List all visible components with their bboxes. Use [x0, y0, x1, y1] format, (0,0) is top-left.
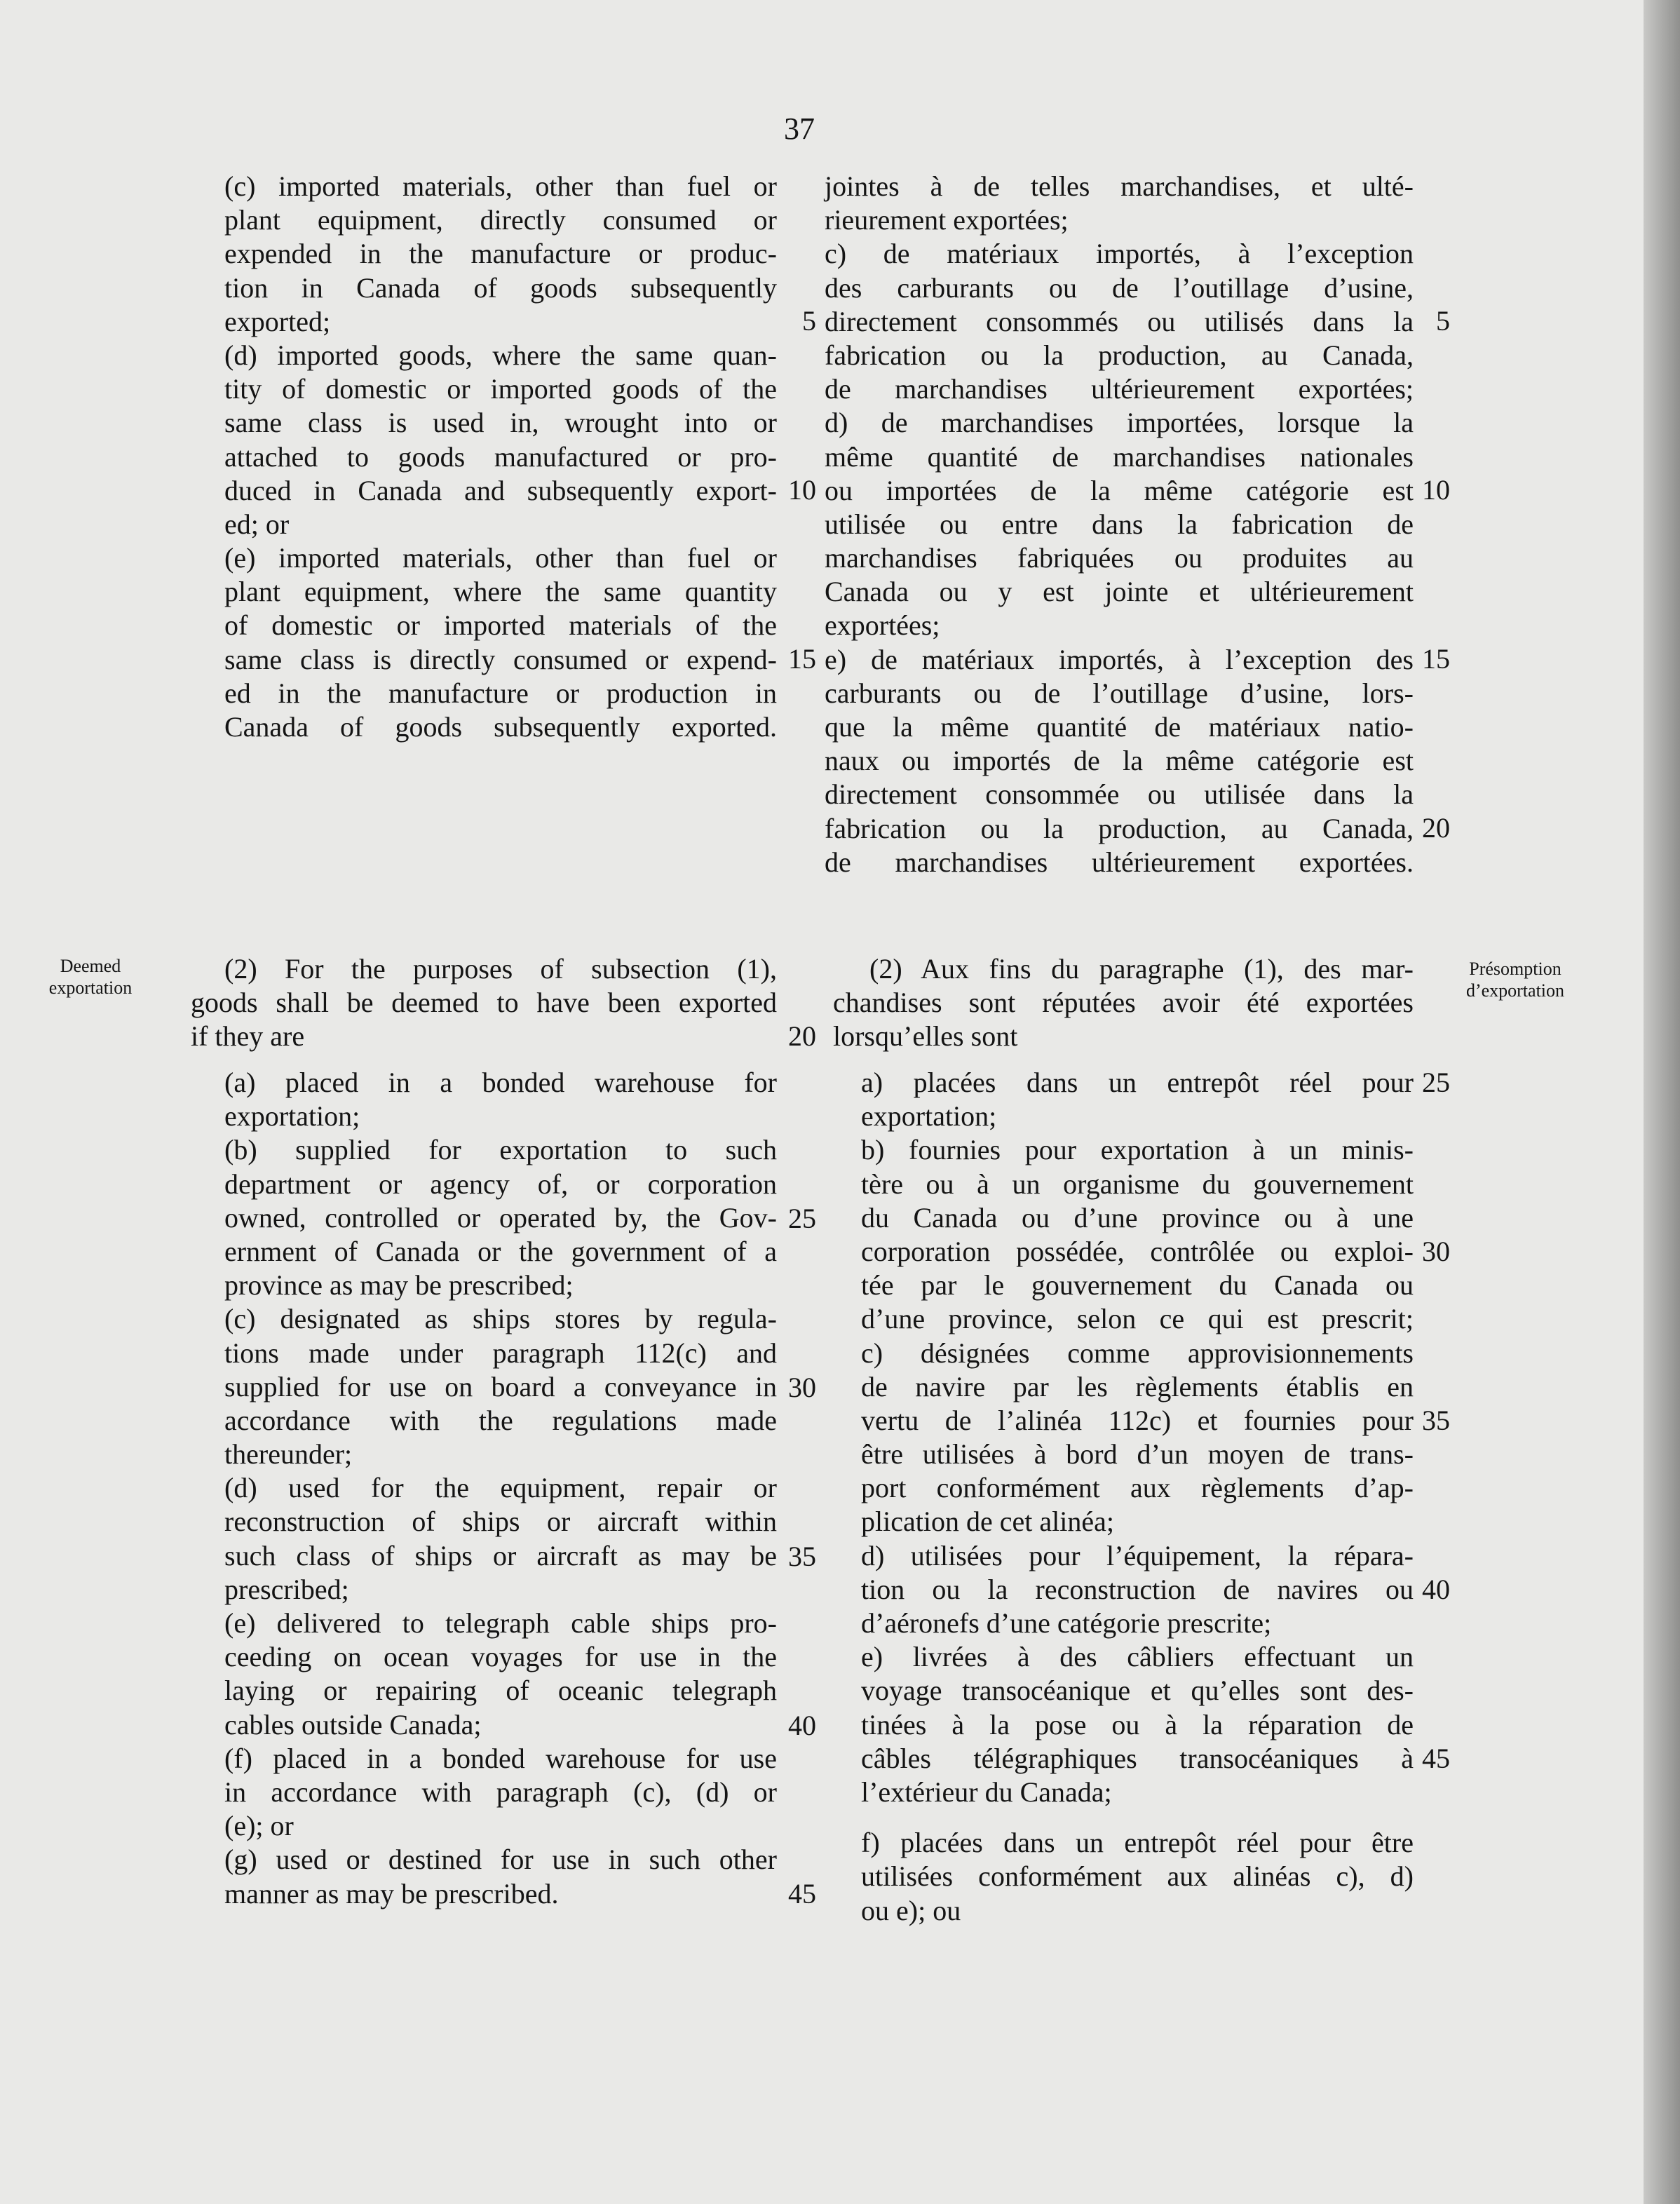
- text-line: voyage transocéanique et qu’elles sont des-: [861, 1675, 1414, 1707]
- text-line: corporation possédée, contrôlée ou exploi-: [861, 1235, 1414, 1267]
- text-line: du Canada ou d’une province ou à une: [861, 1201, 1414, 1233]
- text-line: same class is used in, wrought into or: [224, 407, 777, 439]
- text-line: de marchandises ultérieurement exportées;: [825, 373, 1414, 405]
- text-line: carburants ou de l’outillage d’usine, lors-: [825, 677, 1414, 709]
- text-line: manner as may be prescribed.: [224, 1877, 559, 1909]
- line-number: 30: [788, 1372, 816, 1403]
- line-number: 15: [788, 643, 816, 675]
- text-line: province as may be prescribed;: [224, 1269, 574, 1302]
- margin-note-line: exportation: [48, 978, 133, 998]
- text-line: e) de matériaux importés, à l’exception des: [825, 643, 1414, 675]
- text-line: f) placées dans un entrepôt réel pour être: [861, 1827, 1414, 1859]
- text-line: b) fournies pour exportation à un minis-: [861, 1134, 1414, 1166]
- text-line: vertu de l’alinéa 112c) et fournies pour: [861, 1404, 1414, 1436]
- text-line: (2) Aux fins du paragraphe (1), des mar-: [869, 953, 1414, 985]
- text-line: (f) placed in a bonded warehouse for use: [224, 1742, 777, 1774]
- text-line: (e); or: [224, 1810, 294, 1842]
- margin-note-french: [1449, 958, 1582, 1001]
- line-number: 20: [788, 1020, 816, 1052]
- text-line: reconstruction of ships or aircraft within: [224, 1506, 777, 1538]
- text-line: directement consommés ou utilisés dans la: [825, 305, 1414, 337]
- text-line: tion in Canada of goods subsequently: [224, 271, 777, 304]
- text-line: expended in the manufacture or produc-: [224, 238, 777, 270]
- text-line: (d) used for the equipment, repair or: [224, 1472, 777, 1504]
- text-line: que la même quantité de matériaux natio-: [825, 711, 1414, 743]
- text-line: laying or repairing of oceanic telegraph: [224, 1675, 777, 1707]
- french-subsection-intro: [833, 952, 1414, 1054]
- text-line: goods shall be deemed to have been exported: [191, 987, 777, 1019]
- text-line: of domestic or imported materials of the: [224, 609, 777, 642]
- text-line: Canada ou y est jointe et ultérieurement: [825, 576, 1414, 608]
- text-line: (c) imported materials, other than fuel or: [224, 170, 777, 202]
- text-line: même quantité de marchandises nationales: [825, 440, 1414, 473]
- text-line: chandises sont réputées avoir été exportées: [833, 987, 1414, 1019]
- text-line: tée par le gouvernement du Canada ou: [861, 1269, 1414, 1302]
- line-number: 35: [1422, 1405, 1450, 1436]
- french-block-2: [861, 1066, 1414, 1928]
- text-line: lorsqu’elles sont: [833, 1020, 1018, 1053]
- english-subsection-intro: [191, 952, 777, 1054]
- line-number: 15: [1422, 643, 1450, 675]
- text-line: (2) For the purposes of subsection (1),: [224, 953, 777, 985]
- text-line: utilisée ou entre dans la fabrication de: [825, 508, 1414, 540]
- margin-note-line: d’exportation: [1465, 980, 1565, 1001]
- text-line: tère ou à un organisme du gouvernement: [861, 1168, 1414, 1200]
- text-line: ed in the manufacture or production in: [224, 677, 777, 709]
- text-line: d’une province, selon ce qui est prescrit;: [861, 1303, 1414, 1335]
- text-line: ou e); ou: [861, 1894, 961, 1926]
- text-line: (c) designated as ships stores by regula-: [224, 1303, 777, 1335]
- text-line: supplied for use on board a conveyance in: [224, 1370, 777, 1402]
- text-line: same class is directly consumed or expend-: [224, 643, 777, 675]
- text-line: (e) delivered to telegraph cable ships pro-: [224, 1607, 777, 1639]
- text-line: ou importées de la même catégorie est: [825, 474, 1414, 506]
- line-number: 30: [1422, 1236, 1450, 1267]
- text-line: des carburants ou de l’outillage d’usine,: [825, 271, 1414, 304]
- text-line: exported;: [224, 305, 331, 337]
- text-line: in accordance with paragraph (c), (d) or: [224, 1776, 777, 1808]
- text-line: marchandises fabriquées ou produites au: [825, 542, 1414, 574]
- text-line: tion ou la reconstruction de navires ou: [861, 1573, 1414, 1605]
- page-edge-shadow: [1644, 0, 1680, 2204]
- text-line: department or agency of, or corporation: [224, 1168, 777, 1200]
- text-line: (a) placed in a bonded warehouse for: [224, 1067, 777, 1098]
- text-line: (e) imported materials, other than fuel or: [224, 542, 777, 574]
- line-number: 10: [788, 474, 816, 506]
- text-line: de marchandises ultérieurement exportées.: [825, 846, 1414, 878]
- text-line: rieurement exportées;: [825, 204, 1069, 236]
- margin-note-line: Présomption: [1469, 959, 1562, 979]
- line-number: 45: [788, 1878, 816, 1909]
- text-line: (d) imported goods, where the same quan-: [224, 339, 777, 371]
- text-line: tity of domestic or imported goods of the: [224, 373, 777, 405]
- text-line: c) de matériaux importés, à l’exception: [825, 238, 1414, 270]
- text-line: (b) supplied for exportation to such: [224, 1134, 777, 1166]
- text-line: thereunder;: [224, 1438, 353, 1471]
- text-line: d’aéronefs d’une catégorie prescrite;: [861, 1607, 1272, 1639]
- text-line: (g) used or destined for use in such other: [224, 1844, 777, 1876]
- line-number: 5: [1436, 305, 1450, 337]
- page-number: 37: [784, 111, 815, 146]
- text-line: duced in Canada and subsequently export-: [224, 474, 777, 506]
- text-line: ed; or: [224, 508, 290, 540]
- text-line: such class of ships or aircraft as may be: [224, 1539, 777, 1571]
- text-line: accordance with the regulations made: [224, 1404, 777, 1436]
- line-number: 40: [1422, 1574, 1450, 1605]
- english-block-1: [224, 170, 777, 744]
- text-line: a) placées dans un entrepôt réel pour: [861, 1067, 1414, 1098]
- text-line: d) de marchandises importées, lorsque la: [825, 407, 1414, 439]
- line-number: 10: [1422, 474, 1450, 506]
- text-line: d) utilisées pour l’équipement, la répara-: [861, 1539, 1414, 1571]
- text-line: tions made under paragraph 112(c) and: [224, 1337, 777, 1369]
- text-line: naux ou importés de la même catégorie est: [825, 745, 1414, 777]
- line-number: 5: [802, 305, 816, 337]
- margin-note-line: Deemed: [60, 956, 121, 976]
- text-line: port conformément aux règlements d’ap-: [861, 1472, 1414, 1504]
- line-number: 40: [788, 1710, 816, 1741]
- text-line: câbles télégraphiques transocéaniques à: [861, 1742, 1414, 1774]
- text-line: plication de cet alinéa;: [861, 1506, 1114, 1538]
- line-number: 20: [1422, 812, 1450, 844]
- text-line: fabrication ou la production, au Canada,: [825, 812, 1414, 844]
- text-line: exportées;: [825, 609, 940, 642]
- text-line: ernment of Canada or the government of a: [224, 1235, 777, 1267]
- line-number: 25: [788, 1203, 816, 1234]
- text-line: plant equipment, where the same quantity: [224, 576, 777, 608]
- text-line: l’extérieur du Canada;: [861, 1776, 1112, 1808]
- text-line: de navire par les règlements établis en: [861, 1370, 1414, 1402]
- line-number: 25: [1422, 1067, 1450, 1098]
- line-number: 45: [1422, 1743, 1450, 1774]
- text-line: owned, controlled or operated by, the Gov-: [224, 1201, 777, 1233]
- text-line: exportation;: [224, 1100, 360, 1133]
- text-line: ceeding on ocean voyages for use in the: [224, 1641, 777, 1673]
- text-line: Canada of goods subsequently exported.: [224, 711, 777, 743]
- text-line: attached to goods manufactured or pro-: [224, 440, 777, 473]
- text-line: e) livrées à des câbliers effectuant un: [861, 1641, 1414, 1673]
- text-line: c) désignées comme approvisionnements: [861, 1337, 1414, 1369]
- text-line: être utilisées à bord d’un moyen de trans-: [861, 1438, 1414, 1471]
- text-line: if they are: [191, 1020, 305, 1053]
- text-line: directement consommée ou utilisée dans la: [825, 778, 1414, 811]
- text-line: utilisées conformément aux alinéas c), d): [861, 1860, 1414, 1893]
- line-number: 35: [788, 1541, 816, 1572]
- french-block-1: [825, 170, 1414, 879]
- text-line: cables outside Canada;: [224, 1708, 482, 1740]
- text-line: exportation;: [861, 1100, 997, 1133]
- text-line: prescribed;: [224, 1573, 349, 1605]
- english-block-2: [224, 1066, 777, 1911]
- text-line: fabrication ou la production, au Canada,: [825, 339, 1414, 371]
- text-line: plant equipment, directly consumed or: [224, 204, 777, 236]
- text-line: tinées à la pose ou à la réparation de: [861, 1708, 1414, 1740]
- margin-note-english: [31, 955, 150, 999]
- text-line: jointes à de telles marchandises, et ulté-: [825, 170, 1414, 202]
